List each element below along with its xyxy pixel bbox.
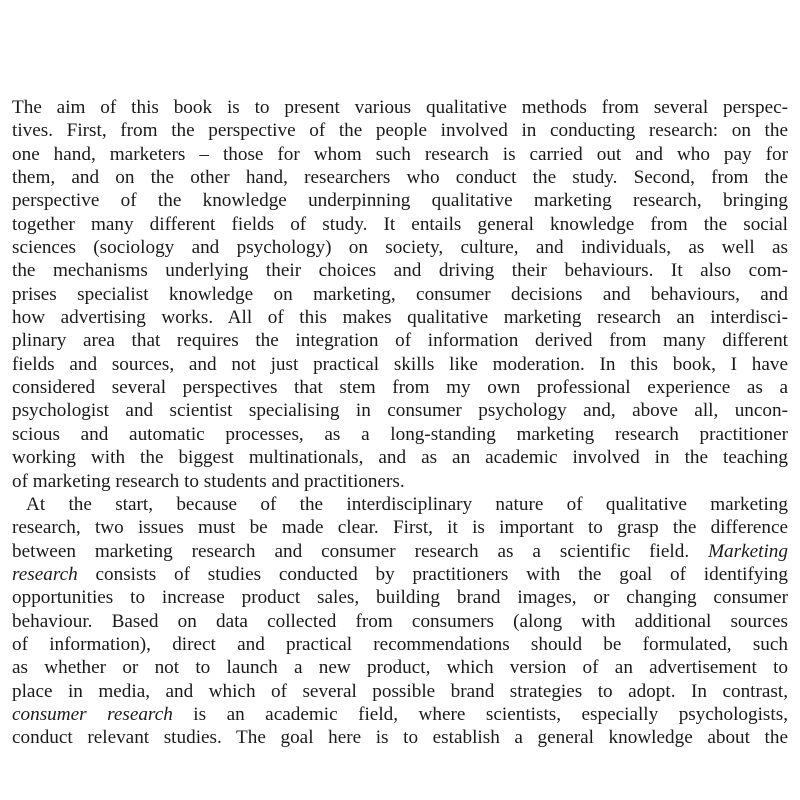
text-line	[12, 423, 788, 446]
text-segment: conduct relevant studies. The goal here is to establish a general knowledge about the	[12, 727, 788, 749]
text-line	[12, 399, 788, 422]
text-line	[12, 329, 788, 352]
text-segment: prises specialist knowledge on marketing, consumer decisions and behaviours, and	[12, 283, 788, 305]
text-line	[12, 306, 788, 329]
text-line	[12, 516, 788, 539]
text-line	[12, 376, 788, 399]
text-line	[12, 493, 788, 516]
text-line	[12, 610, 788, 633]
text-line	[12, 143, 788, 166]
text-segment: research, two issues must be made clear. First, it is important to grasp the difference	[12, 517, 788, 539]
text-segment: scious and automatic processes, as a long-standing marketing research practitioner	[12, 423, 788, 445]
text-line	[12, 563, 788, 586]
text-segment: behaviour. Based on data collected from consumers (along with additional sources	[12, 610, 788, 632]
text-segment: place in media, and which of several possible brand strategies to adopt. In contrast,	[12, 680, 788, 702]
text-segment: how advertising works. All of this makes qualitative marketing research an interdisci-	[12, 307, 788, 329]
text-line	[12, 703, 788, 726]
text-line	[12, 633, 788, 656]
text-line	[12, 726, 788, 749]
text-segment: working with the biggest multinationals, and as an academic involved in the teaching	[12, 447, 788, 469]
italic-term: research	[12, 563, 78, 585]
text-segment: of marketing research to students and practitioners.	[12, 470, 405, 492]
text-line	[12, 213, 788, 236]
text-segment: psychologist and scientist specialising in consumer psychology and, above all, uncon-	[12, 400, 788, 422]
text-line	[12, 446, 788, 469]
text-segment: is an academic field, where scientists, especially psychologists,	[172, 703, 788, 725]
text-line	[12, 680, 788, 703]
text-line	[12, 96, 788, 119]
text-line	[12, 586, 788, 609]
text-segment: The aim of this book is to present various qualitative methods from several perspec-	[12, 97, 788, 118]
paragraph	[12, 493, 788, 750]
text-line	[12, 236, 788, 259]
text-line	[12, 656, 788, 679]
text-segment: fields and sources, and not just practical skills like moderation. In this book, I have	[12, 353, 788, 375]
italic-term: consumer research	[12, 703, 173, 725]
text-segment: of information), direct and practical recommendations should be formulated, such	[12, 633, 788, 655]
paragraph	[12, 96, 788, 493]
italic-term: Marketing	[708, 540, 788, 562]
text-segment: considered several perspectives that stem from my own professional experience as a	[12, 377, 788, 399]
text-line	[12, 353, 788, 376]
text-segment: tives. First, from the perspective of the people involved in conducting research: on the	[12, 120, 788, 142]
text-line	[12, 470, 788, 493]
text-segment: the mechanisms underlying their choices and driving their behaviours. It also com-	[12, 260, 788, 282]
text-segment: opportunities to increase product sales, building brand images, or changing consumer	[12, 587, 788, 609]
text-line	[12, 119, 788, 142]
text-segment: together many different fields of study. It entails general knowledge from the social	[12, 213, 788, 235]
text-segment: consists of studies conducted by practitioners with the goal of identifying	[77, 563, 788, 585]
text-line	[12, 259, 788, 282]
text-line	[12, 189, 788, 212]
text-line	[12, 283, 788, 306]
text-segment: between marketing research and consumer research as a scientific field.	[12, 540, 709, 562]
text-segment: At the start, because of the interdisciplinary nature of qualitative marketing	[26, 493, 788, 515]
text-segment: plinary area that requires the integration of information derived from many different	[12, 330, 788, 352]
text-segment: as whether or not to launch a new product, which version of an advertisement to	[12, 657, 788, 679]
text-segment: one hand, marketers – those for whom such research is carried out and who pay for	[12, 143, 788, 165]
text-segment: them, and on the other hand, researchers who conduct the study. Second, from the	[12, 167, 788, 189]
text-line	[12, 540, 788, 563]
text-segment: sciences (sociology and psychology) on society, culture, and individuals, as well as	[12, 237, 788, 259]
body-text	[12, 96, 788, 750]
text-segment: perspective of the knowledge underpinning qualitative marketing research, bringing	[12, 190, 788, 212]
text-line	[12, 166, 788, 189]
